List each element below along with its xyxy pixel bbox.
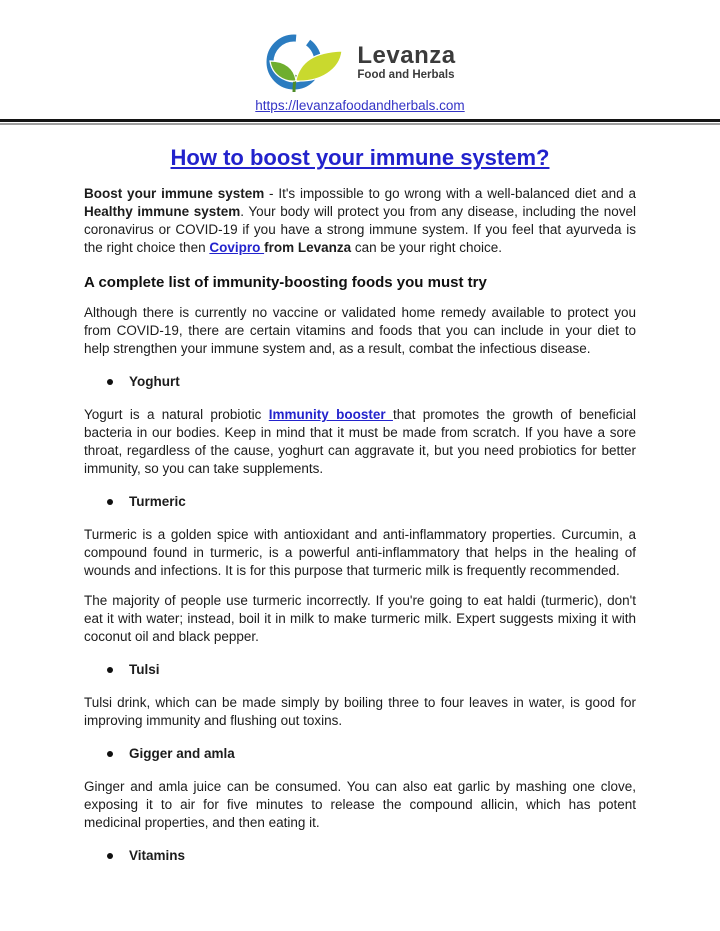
text-run: that promotes the growth of beneficial bacteria in our bodies. Keep in mind that it must be made from scratch. If you have a sore throat, regardless of the cause, yoghurt can aggravate it, but you need probiotics for better immunity, so you can take supplements. [84, 407, 636, 476]
bullet-label: Gigger and amla [129, 746, 235, 761]
bullet-label: Yoghurt [129, 374, 180, 389]
text-run: can be your right choice. [351, 240, 502, 255]
bullet-item [84, 745, 636, 763]
logo-leaf-right [296, 51, 342, 81]
text-run: from Levanza [264, 240, 352, 255]
plant-in-circle-logo-icon [264, 30, 348, 94]
text-run: Yogurt is a natural probiotic [84, 407, 269, 422]
inline-link[interactable]: Immunity booster [268, 407, 393, 422]
bullet-icon [107, 751, 113, 757]
article [84, 185, 636, 865]
bullet-item [84, 847, 636, 865]
bullet-item [84, 373, 636, 391]
site-url-link[interactable]: https://levanzafoodandherbals.com [255, 98, 465, 113]
text-run: The majority of people use turmeric incorrectly. If you're going to eat haldi (turmeric), don't eat it with water; instead, boil it in milk to make turmeric milk. Expert suggests mixing it with coconut oil and black pepper. [84, 593, 636, 644]
page-header [0, 0, 720, 125]
text-run: Boost your immune system [84, 186, 265, 201]
paragraph [84, 694, 636, 730]
paragraph [84, 406, 636, 478]
bullet-icon [107, 853, 113, 859]
bullet-item [84, 493, 636, 511]
text-run: - It's impossible to go wrong with a well-balanced diet and a [264, 186, 636, 201]
header-divider [0, 119, 720, 125]
text-run: Turmeric is a golden spice with antioxidant and anti-inflammatory properties. Curcumin, a compound found in turmeric, is a powerful anti-inflammatory that helps in the healing of wounds and infections. It is for this purpose that turmeric milk is frequently recommended. [84, 527, 636, 578]
text-run: . Your body will protect you from any disease, including the novel coronavirus or COVID-19 if you have a strong immune system. If you feel that ayurveda is the right choice then [84, 204, 636, 255]
site-url-line [0, 97, 720, 115]
inline-link[interactable]: Covipro [209, 240, 265, 255]
bullet-icon [107, 379, 113, 385]
bullet-icon [107, 499, 113, 505]
paragraph [84, 185, 636, 257]
bullet-label: Tulsi [129, 662, 160, 677]
text-run: Tulsi drink, which can be made simply by boiling three to four leaves in water, is good for improving immunity and flushing out toxins. [84, 695, 636, 728]
paragraph [84, 778, 636, 832]
brand-name: Levanza [357, 41, 456, 69]
text-run: Although there is currently no vaccine or validated home remedy available to protect you from COVID-19, there are certain vitamins and foods that you can include in your diet to help strengthen your immune system and, as a result, combat the infectious disease. [84, 305, 636, 356]
logo-text-block [357, 43, 455, 81]
paragraph [84, 304, 636, 358]
levanza-logo [0, 30, 720, 94]
page-title: How to boost your immune system? [170, 145, 550, 170]
paragraph [84, 526, 636, 580]
bullet-item [84, 661, 636, 679]
paragraph [84, 592, 636, 646]
brand-tagline: Food and Herbals [357, 69, 455, 82]
bullet-label: Vitamins [129, 848, 186, 863]
text-run: Healthy immune system [84, 204, 241, 219]
text-run: Ginger and amla juice can be consumed. You can also eat garlic by mashing one clove, exposing it to air for five minutes to release the compound allicin, which has potent medicinal properties, and then eating it. [84, 779, 636, 830]
bullet-icon [107, 667, 113, 673]
bullet-label: Turmeric [129, 494, 186, 509]
section-heading: A complete list of immunity-boosting foods you must try [84, 274, 487, 291]
